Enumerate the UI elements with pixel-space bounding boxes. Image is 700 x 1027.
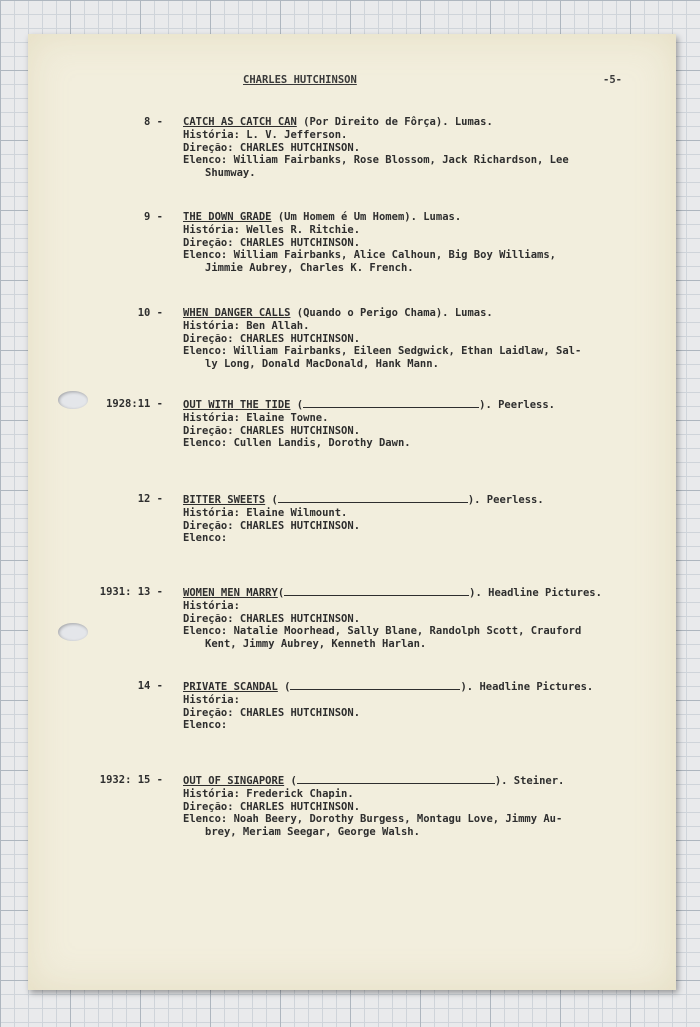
film-info: ). Headline Pictures. xyxy=(469,587,602,599)
historia-value: Welles R. Ritchie. xyxy=(246,223,361,236)
elenco-label: Elenco: xyxy=(183,813,228,826)
historia-label: História: xyxy=(183,223,240,236)
blank-line xyxy=(297,774,495,784)
direcao-label: Direção: xyxy=(183,141,234,154)
historia-label: História: xyxy=(183,411,240,424)
historia-value: Frederick Chapin. xyxy=(246,787,354,800)
elenco-value: William Fairbanks, Eileen Sedgwick, Ethan Laidlaw, Sal- xyxy=(233,345,582,358)
elenco-value: Cullen Landis, Dorothy Dawn. xyxy=(233,437,411,450)
film-info: ). Headline Pictures. xyxy=(460,681,594,693)
film-info: ). Peerless. xyxy=(479,399,555,411)
header-name: CHARLES HUTCHINSON xyxy=(243,74,357,86)
elenco-label: Elenco: xyxy=(183,532,228,545)
entry-number: 8 - xyxy=(144,116,163,128)
direcao-label: Direção: xyxy=(183,706,234,719)
direcao-label: Direção: xyxy=(183,424,234,437)
direcao-value: CHARLES HUTCHINSON. xyxy=(239,612,361,625)
blank-line xyxy=(303,398,479,408)
direcao-label: Direção: xyxy=(183,800,234,813)
historia-value: Elaine Wilmount. xyxy=(246,506,348,519)
historia-label: História: xyxy=(183,128,240,141)
film-info: ). Steiner. xyxy=(494,775,565,787)
film-title: WHEN DANGER CALLS xyxy=(183,307,291,319)
film-info: (Por Direito de Fôrça). Lumas. xyxy=(296,116,493,128)
elenco-value: William Fairbanks, Rose Blossom, Jack Richardson, Lee xyxy=(233,154,569,167)
elenco-continuation: Kent, Jimmy Aubrey, Kenneth Harlan. xyxy=(205,638,427,651)
direcao-value: CHARLES HUTCHINSON. xyxy=(239,332,361,345)
entry-number: 14 - xyxy=(137,680,163,692)
elenco-label: Elenco: xyxy=(183,345,228,358)
elenco-value: Noah Beery, Dorothy Burgess, Montagu Love, Jimmy Au- xyxy=(233,813,563,826)
direcao-value: CHARLES HUTCHINSON. xyxy=(239,519,361,532)
film-title: PRIVATE SCANDAL xyxy=(183,681,278,693)
direcao-value: CHARLES HUTCHINSON. xyxy=(239,424,361,437)
direcao-value: CHARLES HUTCHINSON. xyxy=(239,800,361,813)
elenco-continuation: Jimmie Aubrey, Charles K. French. xyxy=(205,262,414,275)
direcao-value: CHARLES HUTCHINSON. xyxy=(239,706,361,719)
entry-number: 1928:11 - xyxy=(106,398,163,410)
elenco-value: William Fairbanks, Alice Calhoun, Big Boy Williams, xyxy=(233,249,556,262)
direcao-label: Direção: xyxy=(183,519,234,532)
blank-line xyxy=(278,493,468,503)
historia-label: História: xyxy=(183,693,240,706)
film-title: THE DOWN GRADE xyxy=(183,211,272,223)
direcao-value: CHARLES HUTCHINSON. xyxy=(239,141,361,154)
entry-number: 9 - xyxy=(144,211,163,223)
elenco-continuation: brey, Meriam Seegar, George Walsh. xyxy=(205,826,420,839)
film-info: ). Peerless. xyxy=(467,494,544,506)
elenco-value: Natalie Moorhead, Sally Blane, Randolph Scott, Crauford xyxy=(233,625,582,638)
punch-hole xyxy=(58,623,88,641)
film-title: CATCH AS CATCH CAN xyxy=(183,116,297,128)
film-title: BITTER SWEETS xyxy=(183,494,266,506)
elenco-label: Elenco: xyxy=(183,154,228,167)
historia-label: História: xyxy=(183,319,240,332)
film-info: (Um Homem é Um Homem). Lumas. xyxy=(271,211,462,223)
historia-value: Ben Allah. xyxy=(246,319,310,332)
historia-label: História: xyxy=(183,787,240,800)
elenco-label: Elenco: xyxy=(183,249,228,262)
elenco-label: Elenco: xyxy=(183,625,228,638)
direcao-label: Direção: xyxy=(183,612,234,625)
entry-number: 12 - xyxy=(137,493,163,505)
page-number: -5- xyxy=(603,74,622,86)
direcao-label: Direção: xyxy=(183,332,234,345)
historia-label: História: xyxy=(183,599,240,612)
historia-label: História: xyxy=(183,506,240,519)
entry-number: 1932: 15 - xyxy=(99,774,163,786)
document-page: CHARLES HUTCHINSON -5- 8 - CATCH AS CATCH CAN (Por Direito de Fôrça). Lumas. História: L. V. Jefferson. Direção: CHARLES HUTCHINSON. Elenco: William Fairbanks, Rose Blossom, Jack Richardson, Lee Shumway. 9 - THE DOWN GRADE (Um Homem é Um Homem). Lumas. História: Welles R. Ritchie. Direção: CHARLES HUTCHINSON. Elenco: William Fairbanks, Alice Calhoun, Big Boy Williams, Jimmie Aubrey, Charles K. French. 10 - WHEN DANGER CALLS (Quando o Perigo Chama). Lumas. História: Ben Allah. Direção: CHARLES HUTCHINSON. Elenco: William Fairbanks, Eileen Sedgwick, Ethan Laidlaw, Sal- ly Long, Donald MacDonald, Hank Mann. 1928:11 - OUT WITH THE TIDE ( ). Peerless. História: Elaine Towne. Direção: CHARLES HUTCHINSON. Elenco: Cullen Landis, Dorothy Dawn. 12 - BITTER SWEETS ( ). Peerless. História: Elaine Wilmount. Direção: CHARLES HUTCHINSON. Elenco: 1931: 13 - WOMEN MEN MARRY( ). Headline Pictures. História: Direção: CHARLES HUTCHINSON. Elenco: Natalie Moorhead, Sally Blane, Randolph Scott, Crauford Kent, Jimmy Aubrey, Kenneth Harlan. 14 - PRIVATE SCANDAL ( ). Headline Pictures. História: Direção: CHARLES HUTCHINSON. Elenco: 1932: 15 - OUT OF SINGAPORE ( ). Steiner. História: Frederick Chapin. Direção: CHARLES HUTCHINSON. Elenco: Noah Beery, Dorothy Burgess, Montagu Love, Jimmy Au- brey, Meriam Seegar, George Walsh. xyxy=(28,34,676,990)
elenco-continuation: ly Long, Donald MacDonald, Hank Mann. xyxy=(205,358,439,371)
film-title: OUT OF SINGAPORE xyxy=(183,775,285,787)
historia-value: Elaine Towne. xyxy=(246,411,329,424)
elenco-label: Elenco: xyxy=(183,719,228,732)
film-title: WOMEN MEN MARRY xyxy=(183,587,278,599)
direcao-label: Direção: xyxy=(183,236,234,249)
film-title: OUT WITH THE TIDE xyxy=(183,399,291,411)
entry-number: 10 - xyxy=(137,307,163,319)
elenco-label: Elenco: xyxy=(183,437,228,450)
entry-number: 1931: 13 - xyxy=(99,586,163,598)
blank-line xyxy=(284,586,469,596)
blank-line xyxy=(290,680,460,690)
film-info: (Quando o Perigo Chama). Lumas. xyxy=(290,307,493,319)
historia-value: L. V. Jefferson. xyxy=(246,128,348,141)
direcao-value: CHARLES HUTCHINSON. xyxy=(239,236,361,249)
elenco-continuation: Shumway. xyxy=(205,167,256,180)
